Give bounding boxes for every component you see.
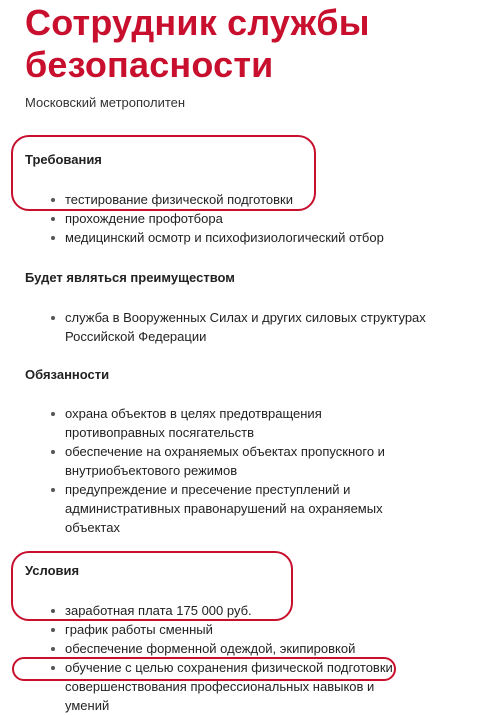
requirements-list xyxy=(49,190,469,247)
job-title: Сотрудник службы безопасности xyxy=(25,2,370,85)
list-item: заработная плата 175 000 руб. xyxy=(49,601,399,620)
section-heading-advantage: Будет являться преимуществом xyxy=(25,270,235,285)
conditions-list xyxy=(49,601,399,715)
list-item: служба в Вооруженных Силах и других силовых структурах Российской Федерации xyxy=(49,308,439,346)
list-item: обеспечение форменной одеждой, экипировкой xyxy=(49,639,399,658)
section-heading-duties: Обязанности xyxy=(25,367,110,382)
duties-list xyxy=(49,404,419,537)
list-item: обеспечение на охраняемых объектах пропускного и внутриобъектового режимов xyxy=(49,442,419,480)
list-item: медицинский осмотр и психофизиологический отбор xyxy=(49,228,469,247)
list-item: обучение с целью сохранения физической подготовки, совершенствования профессиональных навыков и умений xyxy=(49,658,399,715)
list-item: прохождение профотбора xyxy=(49,209,469,228)
section-heading-requirements: Требования xyxy=(25,152,102,167)
list-item: тестирование физической подготовки xyxy=(49,190,469,209)
employer-name: Московский метрополитен xyxy=(25,95,186,110)
list-item: предупреждение и пресечение преступлений и административных правонарушений на охраняемых объектах xyxy=(49,480,419,537)
list-item: охрана объектов в целях предотвращения противоправных посягательств xyxy=(49,404,419,442)
advantage-list xyxy=(49,308,439,346)
section-heading-conditions: Условия xyxy=(25,563,80,578)
list-item: график работы сменный xyxy=(49,620,399,639)
